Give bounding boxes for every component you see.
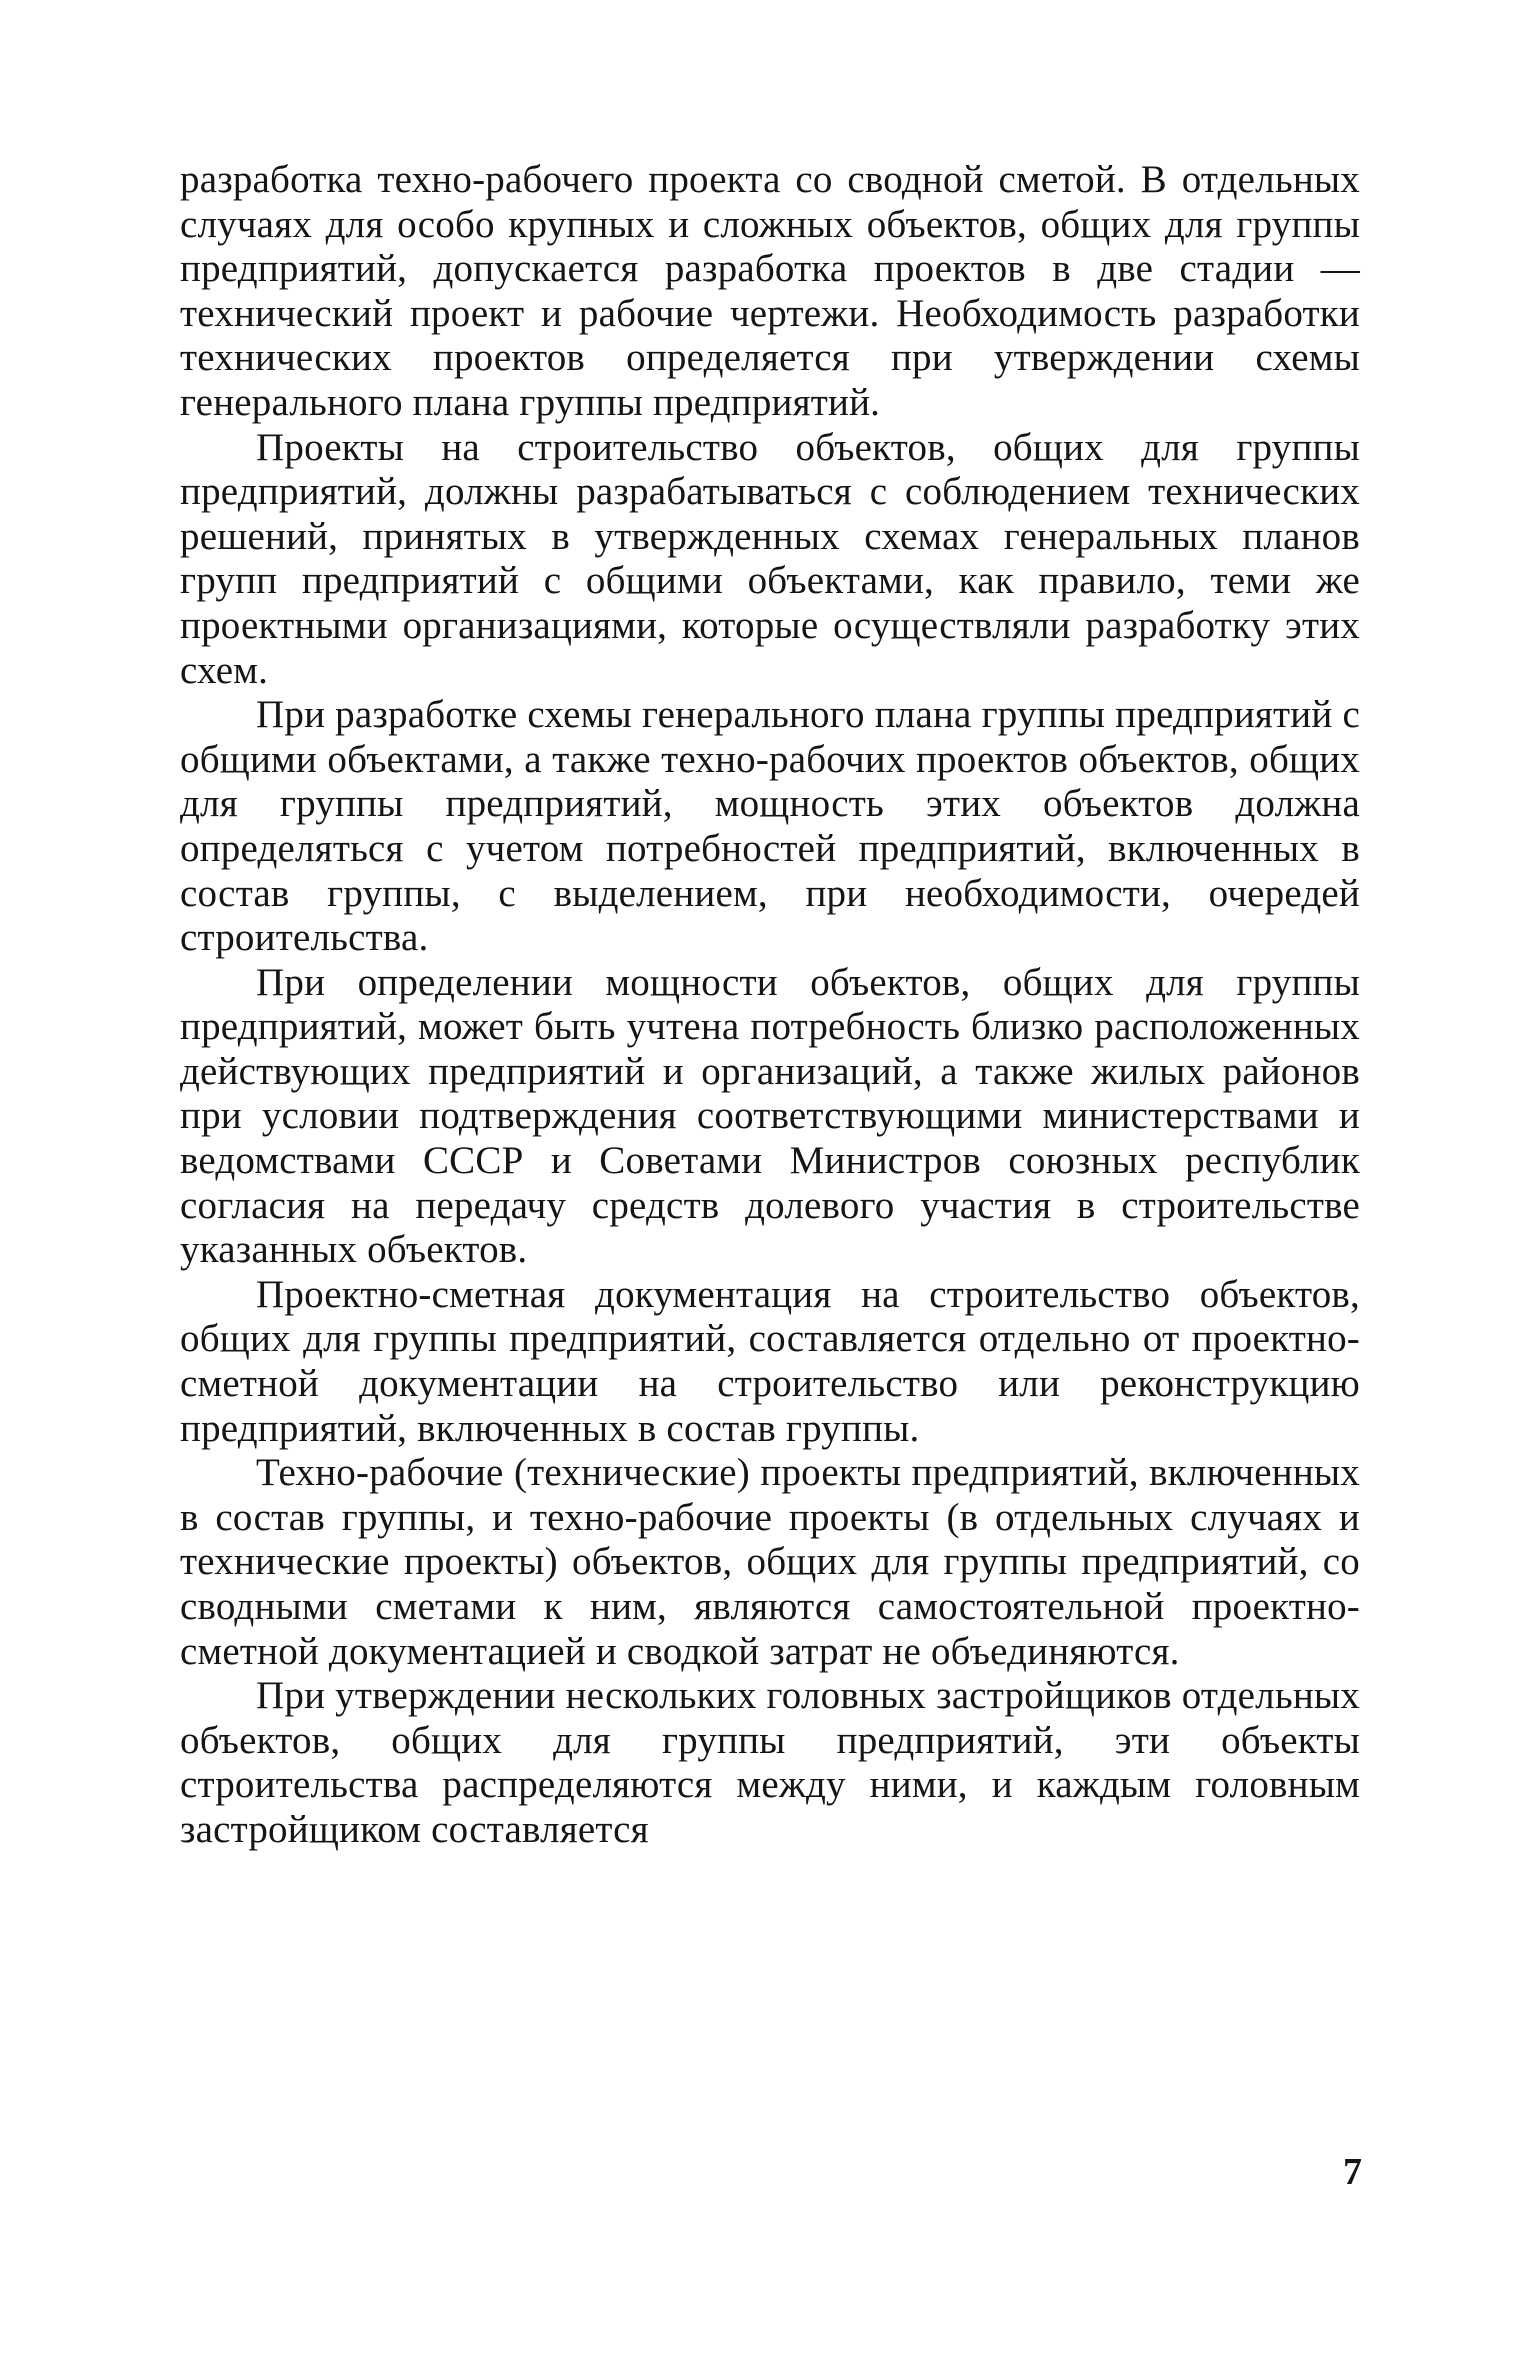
paragraph-5: Проектно-сметная документация на строительство объектов, общих для группы предприятий, составляется отдельно от проектно-сметной документации на строительство или реконструкцию предприятий, включенных в состав группы.: [180, 1272, 1360, 1450]
paragraph-2: Проекты на строительство объектов, общих для группы предприятий, должны разрабатываться с соблюдением технических решений, принятых в утвержденных схемах генеральных планов групп предприятий с общими объектами, как правило, теми же проектными организациями, которые осуществляли разработку этих схем.: [180, 425, 1360, 692]
paragraph-3: При разработке схемы генерального плана группы предприятий с общими объектами, а также техно-рабочих проектов объектов, общих для группы предприятий, мощность этих объектов должна определяться с учетом потребностей предприятий, включенных в состав группы, с выделением, при необходимости, очередей строительства.: [180, 693, 1360, 960]
body-text: [180, 158, 1360, 1853]
paragraph-4: При определении мощности объектов, общих для группы предприятий, может быть учтена потребность близко расположенных действующих предприятий и организаций, а также жилых районов при условии подтверждения соответствующими министерствами и ведомствами СССР и Советами Министров союзных республик согласия на передачу средств долевого участия в строительстве указанных объектов.: [180, 960, 1360, 1272]
paragraph-6: Техно-рабочие (технические) проекты предприятий, включенных в состав группы, и техно-рабочие проекты (в отдельных случаях и технические проекты) объектов, общих для группы предприятий, со сводными сметами к ним, являются самостоятельной проектно-сметной документацией и сводкой затрат не объединяются.: [180, 1451, 1360, 1673]
page-number: 7: [1343, 2151, 1362, 2193]
paragraph-7: При утверждении нескольких головных застройщиков отдельных объектов, общих для группы предприятий, эти объекты строительства распределяются между ними, и каждым головным застройщиком составляется: [180, 1674, 1360, 1851]
paragraph-1: разработка техно-рабочего проекта со сводной сметой. В отдельных случаях для особо крупных и сложных объектов, общих для группы предприятий, допускается разработка проектов в две стадии — технический проект и рабочие чертежи. Необходимость разработки технических проектов определяется при утверждении схемы генерального плана группы предприятий.: [180, 158, 1360, 424]
